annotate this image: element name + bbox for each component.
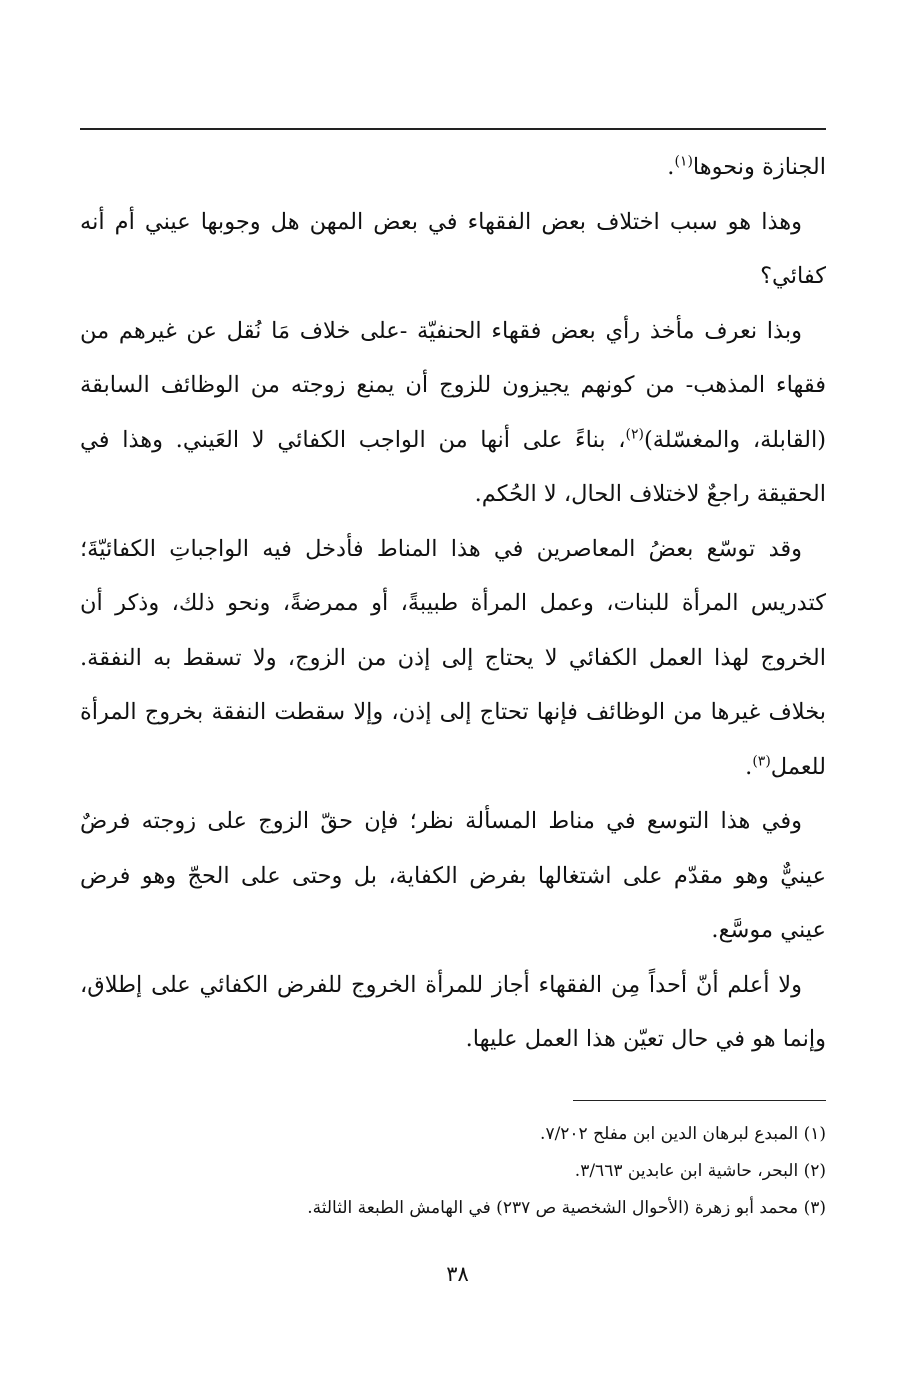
footnote-marker: (٣) — [752, 753, 771, 769]
footnote-rule — [573, 1100, 826, 1101]
paragraph: الجنازة ونحوها$^{(١)}$. — [667, 153, 826, 180]
main-text — [80, 140, 826, 1067]
paragraph: ولا أعلم أنّ أحداً مِن الفقهاء أجاز للمرأة الخروج للفرض الكفائي على إطلاق، وإنما هو في حال تعيّن هذا العمل عليها. — [80, 971, 826, 1052]
footnotes — [80, 1116, 826, 1227]
footnote-item: (٣) محمد أبو زهرة (الأحوال الشخصية ص ٢٣٧) في الهامش الطبعة الثالثة. — [307, 1198, 826, 1218]
page-number: ٣٨ — [446, 1262, 469, 1286]
paragraph: وقد توسّع بعضُ المعاصرين في هذا المناط فأدخل فيه الواجباتِ الكفائيّةَ؛ كتدريس المرأة للبنات، وعمل المرأة طبيبةً، أو ممرضةً، ونحو ذلك، وذكر أن الخروج لهذا العمل الكفائي لا يحتاج إلى إذن من الزوج، ولا تسقط به النفقة. بخلاف غيرها من الوظائف فإنها تحتاج إلى إذن، وإلا سقطت النفقة بخروج المرأة للعمل$^{(٣)}$. — [80, 535, 826, 780]
paragraph: وفي هذا التوسع في مناط المسألة نظر؛ فإن حقّ الزوج على زوجته فرضٌ عينيٌّ وهو مقدّم على اشتغالها بفرض الكفاية، بل وحتى على الحجّ وهو فرض عيني موسَّع. — [80, 808, 826, 943]
footnote-item: (٢) البحر، حاشية ابن عابدين ٣/٦٦٣. — [574, 1161, 826, 1181]
footnote-item: (١) المبدع لبرهان الدين ابن مفلح ٧/٢٠٢. — [540, 1124, 826, 1144]
footnote-marker: (١) — [674, 153, 693, 170]
header-rule — [80, 128, 826, 130]
paragraph: وهذا هو سبب اختلاف بعض الفقهاء في بعض المهن هل وجوبها عيني أم أنه كفائي؟ — [80, 208, 826, 289]
footnote-marker: (٢) — [625, 426, 644, 442]
paragraph: وبذا نعرف مأخذ رأي بعض فقهاء الحنفيّة -على خلاف مَا نُقل عن غيرهم من فقهاء المذهب- من كونهم يجيزون للزوج أن يمنع زوجته من الوظائف السابقة (القابلة، والمغسّلة)$^{(٢)}$، بناءً على أنها من الواجب الكفائي لا العَيني. وهذا في الحقيقة راجعٌ لاختلاف الحال، لا الحُكم. — [80, 317, 826, 507]
